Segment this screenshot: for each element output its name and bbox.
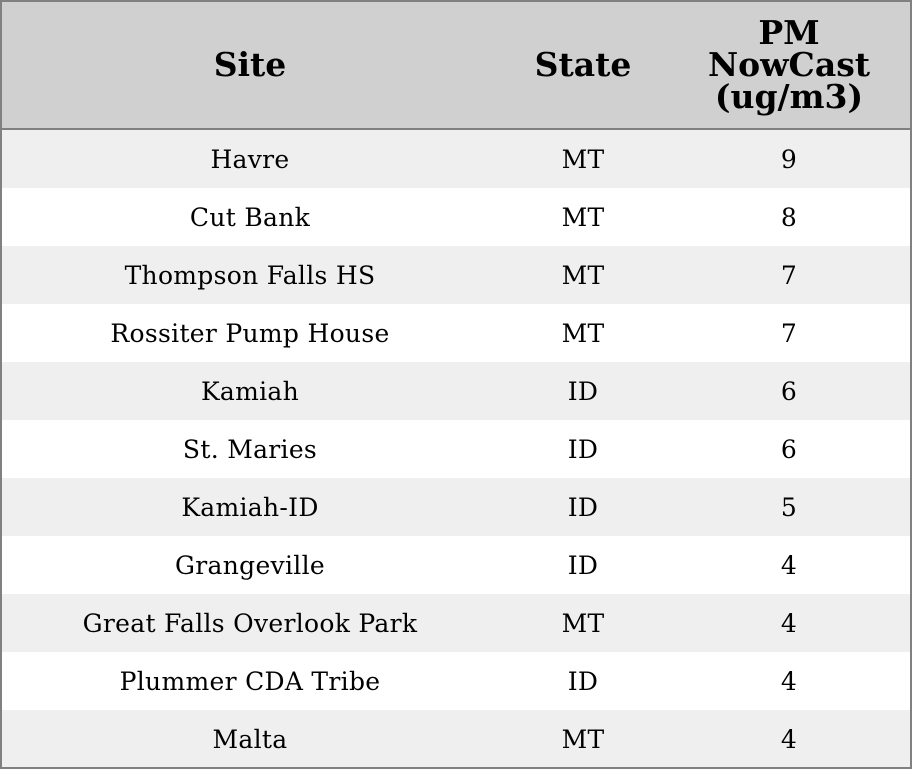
cell-site: Thompson Falls HS (2, 246, 498, 304)
table-row (2, 362, 910, 420)
cell-state: ID (498, 478, 668, 536)
table-row (2, 188, 910, 246)
cell-site: Malta (2, 710, 498, 768)
cell-site: Kamiah-ID (2, 478, 498, 536)
cell-site: Plummer CDA Tribe (2, 652, 498, 710)
column-header-state: State (498, 2, 668, 129)
table-row (2, 246, 910, 304)
cell-state: ID (498, 420, 668, 478)
cell-pm-nowcast: 5 (668, 478, 910, 536)
cell-pm-nowcast: 4 (668, 594, 910, 652)
table-row (2, 536, 910, 594)
cell-state: MT (498, 188, 668, 246)
cell-site: Havre (2, 129, 498, 188)
cell-pm-nowcast: 4 (668, 536, 910, 594)
cell-pm-nowcast: 8 (668, 188, 910, 246)
cell-pm-nowcast: 4 (668, 652, 910, 710)
cell-state: ID (498, 536, 668, 594)
cell-state: MT (498, 594, 668, 652)
table-row (2, 710, 910, 768)
column-header-pm-nowcast-label: PM NowCast (ug/m3) (707, 13, 871, 116)
cell-state: ID (498, 362, 668, 420)
cell-pm-nowcast: 6 (668, 362, 910, 420)
table-row (2, 652, 910, 710)
table-header (2, 2, 910, 129)
cell-state: MT (498, 710, 668, 768)
pm-nowcast-table (2, 2, 910, 768)
table-row (2, 594, 910, 652)
cell-pm-nowcast: 6 (668, 420, 910, 478)
cell-state: MT (498, 304, 668, 362)
cell-site: Grangeville (2, 536, 498, 594)
cell-pm-nowcast: 4 (668, 710, 910, 768)
table-row (2, 304, 910, 362)
column-header-site: Site (2, 2, 498, 129)
cell-pm-nowcast: 7 (668, 246, 910, 304)
cell-state: MT (498, 246, 668, 304)
table-row (2, 420, 910, 478)
cell-pm-nowcast: 7 (668, 304, 910, 362)
cell-site: Great Falls Overlook Park (2, 594, 498, 652)
cell-state: ID (498, 652, 668, 710)
table-body (2, 129, 910, 768)
cell-site: Rossiter Pump House (2, 304, 498, 362)
cell-site: Cut Bank (2, 188, 498, 246)
header-row (2, 2, 910, 129)
table-row (2, 478, 910, 536)
cell-site: St. Maries (2, 420, 498, 478)
column-header-pm-nowcast (668, 2, 910, 129)
cell-site: Kamiah (2, 362, 498, 420)
cell-pm-nowcast: 9 (668, 129, 910, 188)
cell-state: MT (498, 129, 668, 188)
table-row (2, 129, 910, 188)
